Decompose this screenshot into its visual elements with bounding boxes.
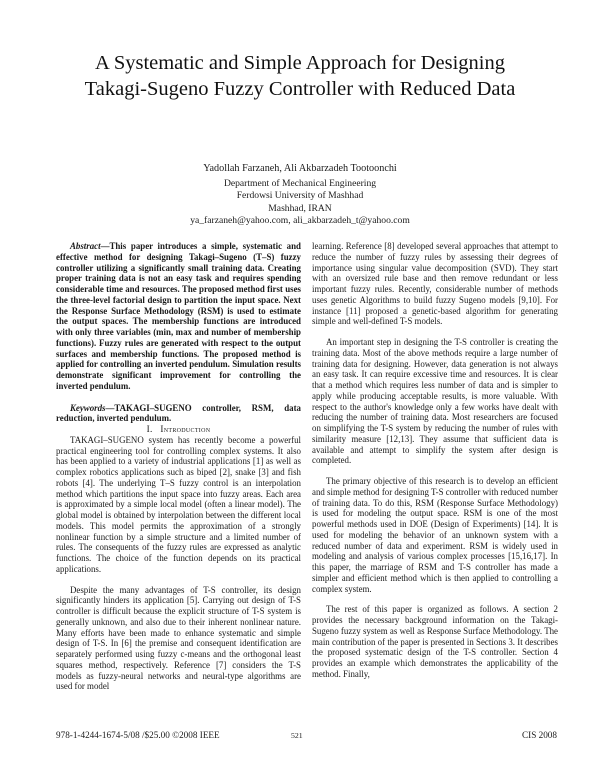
abstract	[56, 241, 301, 392]
right-paragraph-3: The primary objective of this research is to develop an efficient and simple method for designing T-S controller with reduced number of training data. To do this, RSM (Response Surface Methodology) is used for modeling the output space. RSM is one of the most powerful methods used in DOE (Design of Experiments) [14]. It is used for modeling the behavior of an unknown system with a reduced number of data and experiment. RSM is widely used in modeling and analysis of various complex processes [15,16,17]. In this paper, the marriage of RSM and T-S controller has made a simpler and efficient method which is then applied to controlling a complex system.	[312, 476, 558, 594]
author-department: Department of Mechanical Engineering	[223, 177, 377, 189]
left-column	[56, 241, 301, 692]
footer-conference: CIS 2008	[522, 730, 557, 740]
section-heading-introduction	[56, 424, 301, 435]
author-names: Yadollah Farzaneh, Ali Akbarzadeh Tootoonchi	[203, 163, 397, 174]
author-emails: ya_farzaneh@yahoo.com, ali_akbarzadeh_t@yahoo.com	[190, 215, 410, 226]
intro-paragraph-2: Despite the many advantages of T-S controller, its design significantly hinders its application [5]. Carrying out design of T-S controller is difficult because the explicit structure of T-S system is generally unknown, and also due to their inherent nonlinear nature. Many efforts have been made to enhance systematic and simple design of T-S. In [6] the premise and consequent identification are separately performed using fuzzy c-means and the orthogonal least squares method, respectively. Reference [7] considers the T-S models as fuzzy-neural networks and neural-type algorithms are used for model	[56, 584, 301, 692]
paper-title	[40, 50, 560, 102]
intro-paragraph-1: TAKAGI–SUGENO system has recently become a powerful practical engineering tool for controlling complex systems. It also has been applied to a variety of industrial applications [1] as well as complex robotics applications such as biped [2], snake [3] and fish robots [4]. The underlying T–S fuzzy control is an interpolation method which partitions the input space into fuzzy areas. Each area is approximated by a simple local model (often a linear model). The global model is obtained by interpolation between the different local models. This model permits the approximation of a strongly nonlinear function by a simple structure and a limited number of rules. The consequents of the fuzzy rules are expressed as analytic functions. The choice of the function depends on its practical applications.	[56, 434, 301, 574]
author-university: Ferdowsi University of Mashhad	[236, 190, 364, 201]
section-numeral: I.	[146, 424, 153, 434]
keywords-text: —TAKAGI–SUGENO controller, RSM, data reduction, inverted pendulum.	[56, 402, 301, 424]
author-block	[100, 163, 500, 228]
keywords	[56, 403, 301, 425]
footer-isbn: 978-1-4244-1674-5/08 /$25.00 ©2008 IEEE	[56, 730, 220, 740]
right-paragraph-4: The rest of this paper is organized as follows. A section 2 provides the necessary background information on the Takagi-Sugeno fuzzy system as well as Response Surface Methodology. The main contribution of the paper is presented in Sections 3. It describes the proposed systematic design of the T-S controller. Section 4 provides an example which demonstrates the applicability of the method. Finally,	[312, 604, 558, 679]
abstract-text: —This paper introduces a simple, systematic and effective method for designing Takagi–Sugeno (T–S) fuzzy controller utilizing a significantly small training data. Creating proper training data is not an easy task and requires spending considerable time and resources. The proposed method first uses the three-level factorial design to partition the input space. Next the Response Surface Methodology (RSM) is used to estimate the output spaces. The membership functions are introduced with only three variables (min, max and number of membership functions). Fuzzy rules are generated with respect to the output surfaces and membership functions. The proposed method is applied for controlling an inverted pendulum. Simulation results demonstrate significant improvement for controlling the inverted pendulum.	[56, 241, 301, 391]
author-location: Mashhad, IRAN	[268, 202, 332, 214]
right-column	[312, 241, 558, 680]
section-title: Introduction	[160, 424, 211, 434]
right-paragraph-2: An important step in designing the T-S controller is creating the training data. Most of the above methods require a large number of training data for designing. However, data generation is not always an easy task. It can require excessive time and resources. It is clear that a method which requires less number of data and is simpler to apply while producing acceptable results, is more valuable. With respect to the author's knowledge only a few works have dealt with reducing the number of training data. Most researchers are focused on simplifying the T-S system by reducing the number of rules with similarity measure [12,13]. They assume that sufficient data is available and attempt to simplify the system after design is completed.	[312, 337, 558, 466]
right-paragraph-1: learning. Reference [8] developed several approaches that attempt to reduce the number of fuzzy rules by assessing their degrees of importance using singular value decomposition (SVD). They start with an oversized rule base and then remove redundant or less important fuzzy rules. Recently, considerable number of methods uses genetic Algorithms to build fuzzy Sugeno models [9,10]. For instance [11] proposed a genetic-based algorithm for generating simple and well-defined T-S models.	[312, 241, 558, 327]
footer-page-number: 521	[291, 731, 303, 740]
title-line-1: A Systematic and Simple Approach for Designing	[95, 52, 505, 74]
keywords-label: Keywords	[70, 402, 106, 413]
abstract-label: Abstract	[70, 241, 101, 251]
title-line-2: Takagi-Sugeno Fuzzy Controller with Reduced Data	[84, 78, 516, 100]
